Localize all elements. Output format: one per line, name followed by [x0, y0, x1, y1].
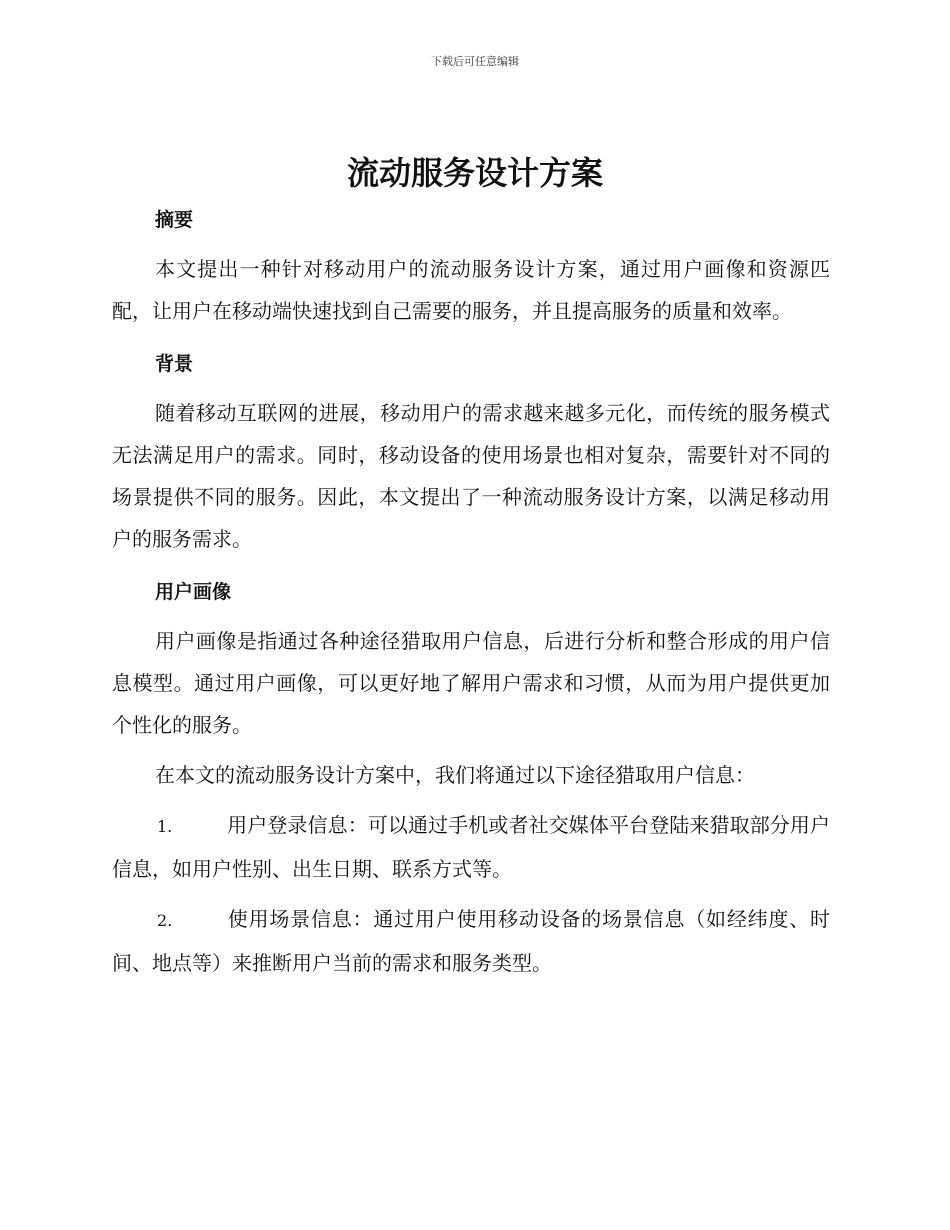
user-profile-paragraph-2: 在本文的流动服务设计方案中，我们将通过以下途径猎取用户信息： — [155, 763, 755, 787]
list-item — [112, 898, 830, 984]
user-profile-paragraph-1: 用户画像是指通过各种途径猎取用户信息，后进行分析和整合形成的用户信息模型。通过用户画像，可以更好地了解用户需求和习惯，从而为用户提供更加个性化的服务。 — [112, 629, 830, 737]
section-heading-background: 背景 — [155, 353, 194, 375]
background-paragraph: 随着移动互联网的进展，移动用户的需求越来越多元化，而传统的服务模式无法满足用户的需求。同时，移动设备的使用场景也相对复杂，需要针对不同的场景提供不同的服务。因此，本文提出了一种流动服务设计方案，以满足移动用户的服务需求。 — [112, 401, 830, 551]
document-title: 流动服务设计方案 — [346, 154, 603, 192]
section-heading-user-profile: 用户画像 — [155, 581, 232, 603]
list-item-number: 2. — [157, 911, 173, 930]
document-body — [112, 200, 830, 984]
abstract-paragraph: 本文提出一种针对移动用户的流动服务设计方案，通过用户画像和资源匹配，让用户在移动端快速找到自己需要的服务，并且提高服务的质量和效率。 — [112, 257, 830, 323]
header-note: 下载后可任意编辑 — [431, 55, 519, 68]
section-heading-abstract: 摘要 — [155, 209, 194, 231]
list-item-number: 1. — [157, 817, 173, 836]
list-item-text: 用户登录信息：可以通过手机或者社交媒体平台登陆来猎取部分用户信息，如用户性别、出生日期、联系方式等。 — [112, 813, 830, 881]
list-item-text: 使用场景信息：通过用户使用移动设备的场景信息（如经纬度、时间、地点等）来推断用户当前的需求和服务类型。 — [112, 907, 830, 975]
list-item — [112, 804, 830, 890]
